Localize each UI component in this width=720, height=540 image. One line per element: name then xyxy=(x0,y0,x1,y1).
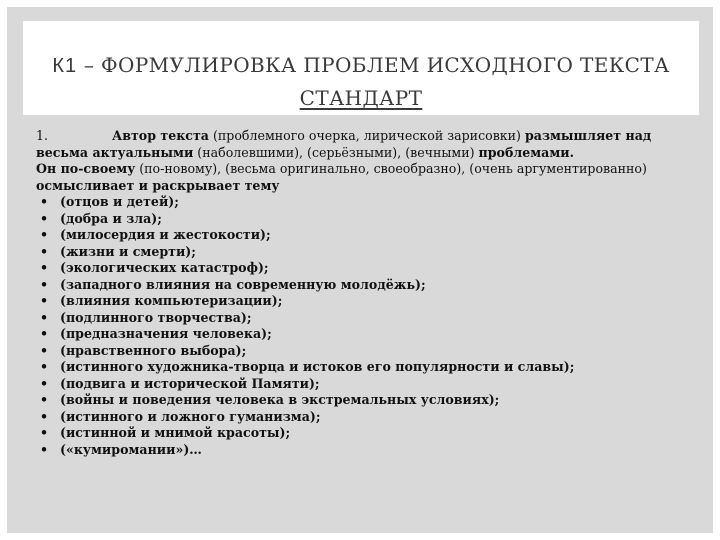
bullet-icon: • xyxy=(40,276,49,292)
topic-text: (экологических катастроф); xyxy=(60,260,269,275)
topic-item xyxy=(36,227,696,244)
topic-item xyxy=(36,409,696,426)
topic-text: (подвига и исторической Памяти); xyxy=(60,375,320,391)
topic-item xyxy=(36,244,696,261)
topic-text: (жизни и смерти); xyxy=(60,243,196,259)
topic-item xyxy=(36,293,696,310)
topic-text: (предназначения человека); xyxy=(60,326,272,341)
intro-paragraph xyxy=(36,128,696,161)
topic-text: (добра и зла); xyxy=(60,210,162,226)
intro-paragraph-2 xyxy=(36,161,696,194)
title-line1: ФОРМУЛИРОВКА ПРОБЛЕМ ИСХОДНОГО ТЕКСТА xyxy=(101,53,670,77)
bullet-icon: • xyxy=(40,243,49,259)
bullet-icon: • xyxy=(40,342,49,358)
bullet-icon: • xyxy=(40,260,49,275)
topic-text: (подлинного творчества); xyxy=(60,309,252,325)
topic-text: («кумиромании»)… xyxy=(60,441,202,457)
topic-text: (нравственного выбора); xyxy=(60,342,247,358)
bullet-icon: • xyxy=(40,359,49,374)
topic-text: (войны и поведения человека в экстремальных условиях); xyxy=(60,392,500,407)
bullet-icon: • xyxy=(40,309,49,325)
intro-text-3: (по-новому), (весьма оригинально, своеобразно), (очень аргументированно) xyxy=(135,161,647,176)
bullet-icon: • xyxy=(40,227,49,242)
title-dash: – xyxy=(77,53,102,77)
content-body xyxy=(36,128,696,458)
intro-text-2: (наболевшими), (серьёзными), (вечными) xyxy=(193,144,479,160)
title-code: К1 xyxy=(52,55,78,77)
intro-text-1: (проблемного очерка, лирической зарисовки) xyxy=(208,128,525,143)
topic-text: (влияния компьютеризации); xyxy=(60,293,283,308)
topic-item xyxy=(36,211,696,228)
topic-text: (милосердия и жестокости); xyxy=(60,227,271,242)
bullet-icon: • xyxy=(40,293,49,308)
topic-item xyxy=(36,343,696,360)
topic-item xyxy=(36,277,696,294)
intro-period: . xyxy=(569,144,575,160)
topic-item xyxy=(36,442,696,459)
topic-item xyxy=(36,376,696,393)
bullet-icon: • xyxy=(40,326,49,341)
intro-author: Автор текста xyxy=(112,128,209,143)
bullet-icon: • xyxy=(40,210,49,226)
topic-text: (отцов и детей); xyxy=(60,194,179,209)
topic-text: (западного влияния на современную молодёжь); xyxy=(60,276,426,292)
topic-text: (истинной и мнимой красоты); xyxy=(60,425,291,440)
topic-item xyxy=(36,392,696,409)
topic-item xyxy=(36,359,696,376)
intro-reflects: размышляет над весьма актуальными xyxy=(36,128,652,160)
bullet-icon: • xyxy=(40,425,49,440)
bullet-icon: • xyxy=(40,441,49,457)
topic-item xyxy=(36,310,696,327)
intro-problems: проблемами xyxy=(478,144,570,160)
bullet-icon: • xyxy=(40,392,49,407)
bullet-icon: • xyxy=(40,194,49,209)
topic-item xyxy=(36,326,696,343)
intro-own-way: Он по-своему xyxy=(36,161,136,176)
item-number: 1. xyxy=(36,128,49,143)
intro-reveals-theme: осмысливает и раскрывает тему xyxy=(36,177,280,193)
topic-item xyxy=(36,260,696,277)
title-line2: СТАНДАРТ xyxy=(299,86,423,110)
topic-item xyxy=(36,194,696,211)
slide-title xyxy=(23,49,699,114)
bullet-icon: • xyxy=(40,408,49,424)
topic-text: (истинного художника-творца и истоков его популярности и славы); xyxy=(60,359,575,374)
topic-text: (истинного и ложного гуманизма); xyxy=(60,408,321,424)
title-panel xyxy=(23,21,699,115)
topic-list xyxy=(36,194,696,458)
topic-item xyxy=(36,425,696,442)
bullet-icon: • xyxy=(40,375,49,391)
